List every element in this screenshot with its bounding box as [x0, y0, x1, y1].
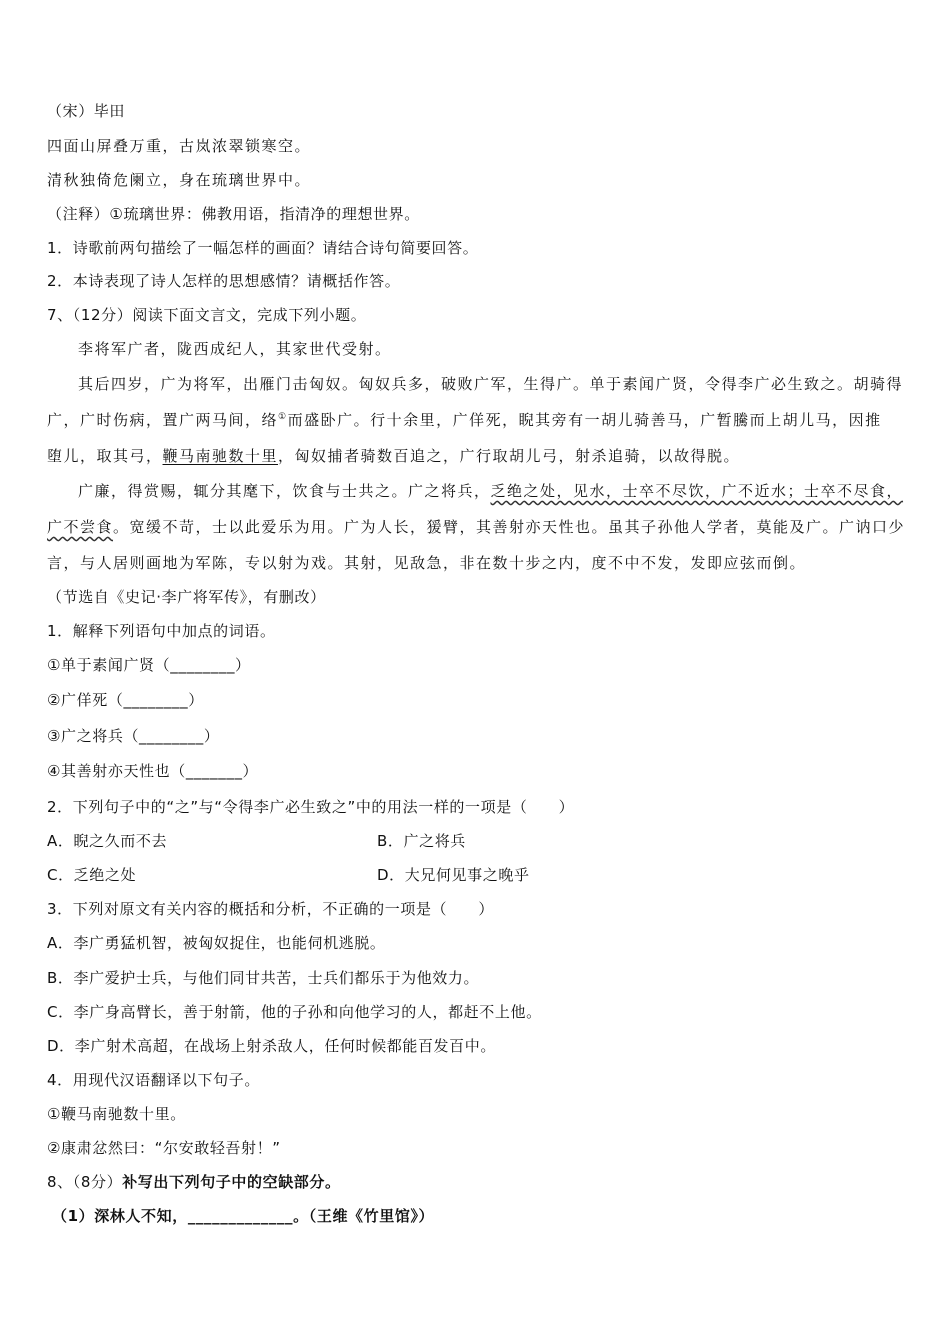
- passage-p2-line-2b: 而盛卧广。行十余里，广佯死，睨其旁有一胡儿骑善马，广暂騰而上胡儿马，因推: [287, 411, 882, 429]
- poem-note: （注释）①琉璃世界：佛教用语，指清净的理想世界。: [47, 205, 420, 223]
- q7-q3-option-b: B．李广爱护士兵，与他们同甘共苦，士兵们都乐于为他效力。: [47, 969, 480, 987]
- q8-header: [47, 1172, 341, 1192]
- q7-header: 7、（12分）阅读下面文言文，完成下列小题。: [47, 306, 367, 324]
- q7-q4-item-1: ①鞭马南驰数十里。: [47, 1105, 186, 1123]
- wavy-underlined-text-1: 乏绝之处，见水，士卒不尽饮，广不近水；士卒不尽食，: [490, 482, 904, 500]
- q8-prefix: 8、（8分）: [47, 1173, 123, 1191]
- q7-sub-question-2: 2．下列句子中的“之”与“令得李广必生致之”中的用法一样的一项是（ ）: [47, 798, 575, 816]
- q7-q4-item-2: ②康肃忿然曰：“尔安敢轻吾射！”: [47, 1139, 281, 1157]
- q7-q1-item-2: ②广佯死（________）: [47, 691, 204, 709]
- passage-p2-line-3a: 堕儿，取其弓，: [47, 447, 163, 465]
- q7-q1-item-4: ④其善射亦天性也（_______）: [47, 762, 259, 780]
- q7-q3-option-d: D．李广射术高超，在战场上射杀敌人，任何时候都能百发百中。: [47, 1037, 496, 1055]
- passage-source: （节选自《史记·李广将军传》，有删改）: [47, 588, 326, 606]
- passage-p2-line-3: [47, 446, 740, 466]
- q7-q2-option-b: B．广之将兵: [377, 832, 466, 850]
- passage-p2-line-2a: 广，广时伤病，置广两马间，络: [47, 411, 279, 429]
- q7-q2-option-c: C．乏绝之处: [47, 866, 137, 884]
- passage-p2-line-3b: ，匈奴捕者骑数百追之，广行取胡儿弓，射杀追骑，以故得脱。: [278, 447, 741, 465]
- passage-p3-line-3: 言，与人居则画地为军陈，专以射为戏。其射，见敌急，非在数十步之内，度不中不发，发即应弦而倒。: [47, 554, 807, 572]
- q7-q2-option-a: A．睨之久而不去: [47, 832, 168, 850]
- q7-q2-option-d: D．大兄何见事之晚乎: [377, 866, 530, 884]
- passage-p3-line-2b: 。宽缓不苛，士以此爱乐为用。广为人长，猨臂，其善射亦天性也。虽其子孙他人学者，莫能及广。广讷口少: [113, 518, 906, 536]
- q8-instruction: 补写出下列句子中的空缺部分。: [122, 1173, 341, 1191]
- passage-p3-line-1: [78, 481, 903, 501]
- q7-q3-option-c: C．李广身高臂长，善于射箭，他的子孙和向他学习的人，都赶不上他。: [47, 1003, 542, 1021]
- passage-p3-line-2: [47, 517, 905, 537]
- footnote-marker: ①: [278, 412, 288, 422]
- underlined-sentence: 鞭马南驰数十里: [162, 447, 279, 465]
- passage-p2-line-1: 其后四岁，广为将军，出雁门击匈奴。匈奴兵多，破败广军，生得广。单于素闻广贤，令得李广必生致之。胡骑得: [78, 375, 904, 393]
- passage-p3-line-1a: 广廉，得赏赐，辄分其麾下，饮食与士共之。广之将兵，: [78, 482, 491, 500]
- poem-line-2: 清秋独倚危阑立，身在琉璃世界中。: [47, 171, 312, 189]
- wavy-underlined-text-2: 广不尝食: [47, 518, 114, 536]
- q7-q3-option-a: A．李广勇猛机智，被匈奴捉住，也能伺机逃脱。: [47, 934, 386, 952]
- q7-q1-item-3: ③广之将兵（________）: [47, 727, 220, 745]
- q7-q1-item-1: ①单于素闻广贤（________）: [47, 656, 251, 674]
- passage-p2-line-2: [47, 410, 882, 430]
- poem-line-1: 四面山屏叠万重，古岚浓翠锁寒空。: [47, 137, 312, 155]
- poem-question-2: 2．本诗表现了诗人怎样的思想感情？请概括作答。: [47, 272, 401, 290]
- q7-sub-question-3: 3．下列对原文有关内容的概括和分析，不正确的一项是（ ）: [47, 900, 494, 918]
- q7-sub-question-1: 1．解释下列语句中加点的词语。: [47, 622, 276, 640]
- q7-sub-question-4: 4．用现代汉语翻译以下句子。: [47, 1071, 260, 1089]
- poem-author: （宋）毕田: [47, 102, 126, 120]
- q8-item-1: （1）深林人不知，_____________。（王维《竹里馆》）: [52, 1207, 435, 1225]
- poem-question-1: 1．诗歌前两句描绘了一幅怎样的画面？请结合诗句简要回答。: [47, 239, 479, 257]
- passage-paragraph-1: 李将军广者，陇西成纪人，其家世代受射。: [78, 340, 392, 358]
